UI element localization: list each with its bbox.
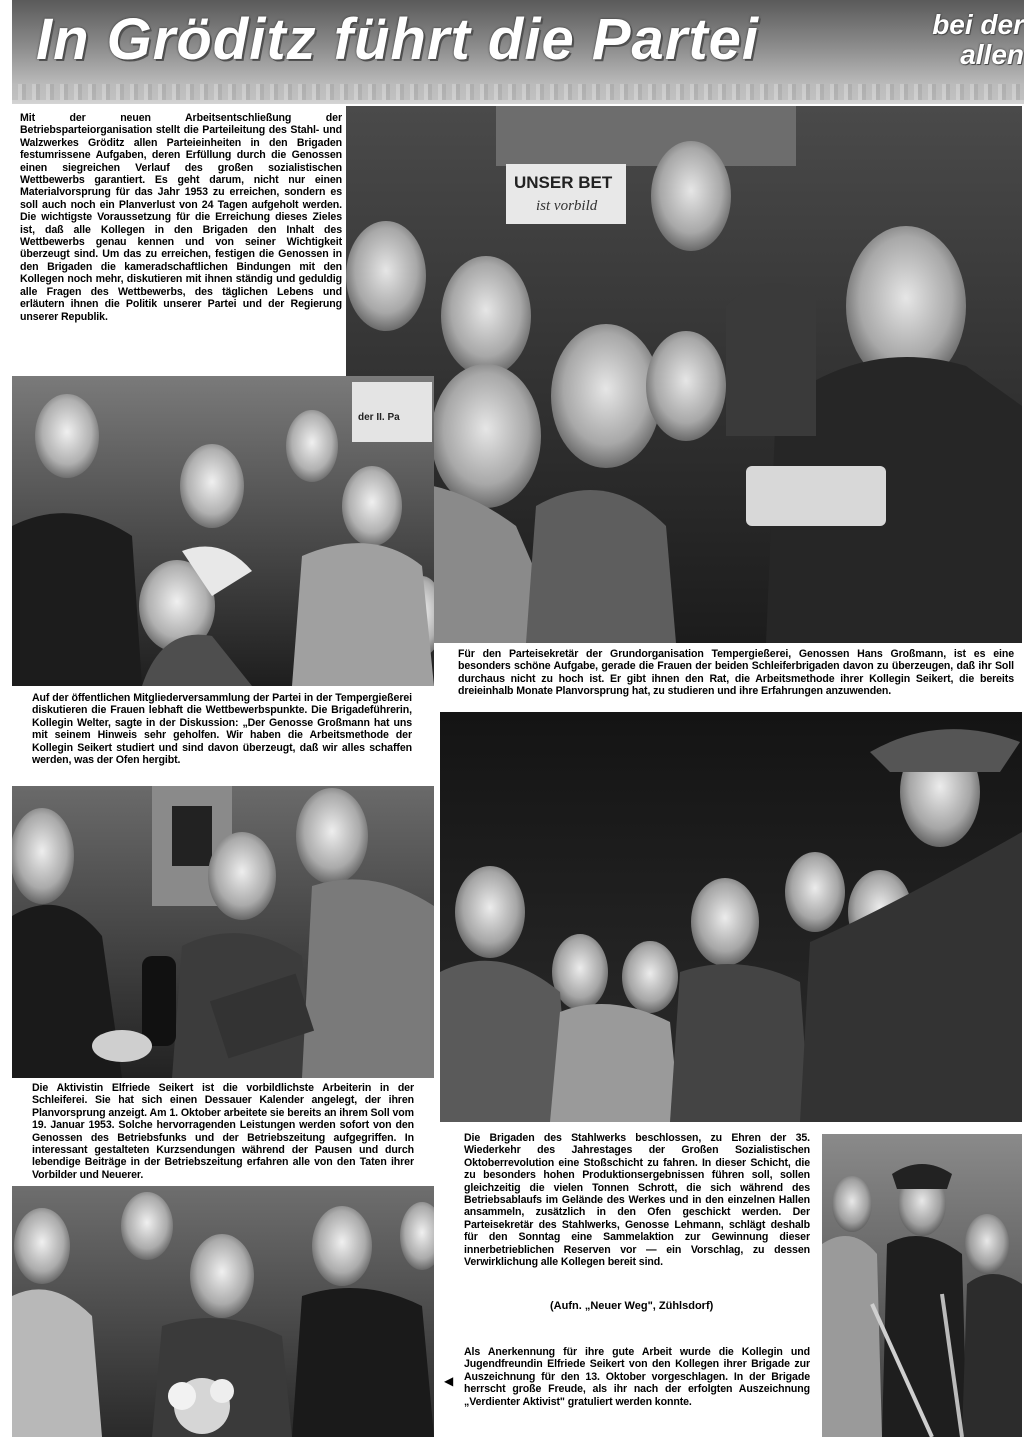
photo-steelworks-brigades — [440, 712, 1022, 1122]
header-texture-strip — [12, 84, 1024, 100]
pointer-left-icon: ◀ — [444, 1374, 454, 1388]
headline-continuation-line1: bei der — [932, 10, 1024, 40]
caption-award: Als Anerkennung für ihre gute Arbeit wurde die Kollegin und Jugendfreundin Elfriede Seikert von den Kollegen ihrer Brigade zur Auszeichnung für den 13. Oktober vorgeschlagen. In der Brigade herrscht große Freude, als ihr nach der erfolgten Auszeichnung „Verdienter Aktivist" gratuliert werden konnte. — [464, 1346, 810, 1408]
headline-continuation-line2: allen — [960, 39, 1024, 70]
photo-sign-text-2: ist vorbild — [536, 198, 598, 214]
photo-award-congratulation — [12, 1186, 434, 1437]
photo-sign-text: UNSER BET — [514, 173, 613, 192]
photo-party-meeting — [12, 376, 434, 686]
caption-party-secretary: Für den Parteisekretär der Grundorganisation Tempergießerei, Genossen Hans Großmann, ist es eine besonders schöne Aufgabe, gerade die Frauen der beiden Schleiferbrigaden davon zu überzeugen, daß ihr Soll durchaus nicht zu hoch ist. Er gibt ihnen den Rat, die Arbeitsmethode ihrer Kollegin Seikert, die bereits dreieinhalb Monate Planvorsprung hat, zu studieren und ihre Erfahrungen anzuwenden. — [458, 648, 1014, 698]
headline-banner — [12, 0, 1024, 104]
photo-aktivistin-calendar — [12, 786, 434, 1078]
headline-continuation — [914, 10, 1024, 70]
caption-party-meeting: Auf der öffentlichen Mitgliederversammlung der Partei in der Tempergießerei diskutieren die Frauen lebhaft die Wettbewerbspunkte. Die Brigadeführerin, Kollegin Welter, sagte in der Diskussion: „Der Genosse Großmann hat uns mit seinem Hinweis sehr geholfen. Wir haben die Arbeitsmethode der Kollegin Seikert studiert und sind davon überzeugt, daß wir alles schaffen werden, was der Ofen hergibt. — [32, 692, 412, 767]
caption-steelworks-brigades: Die Brigaden des Stahlwerks beschlossen, zu Ehren der 35. Wiederkehr des Jahrestages der Großen Sozialistischen Oktoberrevolution eine Stoßschicht zu fahren. In dieser Schicht, die zu besonders hohen Produktionsergebnissen führen soll, sollen gleichzeitig die vielen Tonnen Schrott, die sich während des Betriebsablaufs im Gelände des Werkes und in den einzelnen Hallen ansammeln, zusätzlich in den Ofen geschickt werden. Der Parteisekretär des Stahlwerks, Genosse Lehmann, schlägt deshalb für den Sonntag eine Sammelaktion zur Gewinnung dieser innerbetrieblichen Reserven vor — ein Vorschlag, zu dessen Verwirklichung alle Kollegen bereit sind. — [464, 1132, 810, 1269]
caption-aktivistin: Die Aktivistin Elfriede Seikert ist die vorbildlichste Arbeiterin in der Schleiferei. Sie hat sich einen Dessauer Kalender angelegt, der ihren Planvorsprung anzeigt. Am 1. Oktober arbeitete sie bereits an ihrem Soll vom 19. Januar 1953. Solche hervorragenden Leistungen werden sofort von den Genossen des Betriebsfunks und der Betriebszeitung aufgegriffen. In interessant gestalteten Kurzsendungen während der Pausen und durch lebendige Beiträge in der Betriebszeitung erfahren alle von den Taten ihrer Vorbilder und Neuerer. — [32, 1082, 414, 1181]
photo-scrap-collection — [822, 1134, 1022, 1437]
intro-article-text: Mit der neuen Arbeitsentschließung der Betriebsparteiorganisation stellt die Parteileitung des Stahl- und Walzwerkes Gröditz allen Parteieinheiten in den Brigaden festumrissene Aufgaben, deren Erfüllung durch die Genossen einen siegreichen Verlauf des großen sozialistischen Wettbewerbs garantiert. Es geht darum, nicht nur einen Materialvorsprung für das Jahr 1953 zu erreichen, sondern es soll auch noch ein Planverlust von 24 Tagen aufgeholt werden. Die wichtigste Voraussetzung für die Erreichung dieses Zieles ist, daß alle Kollegen in den Brigaden den Inhalt des Wettbewerbs genau kennen und von seiner Wichtigkeit überzeugt sind. Um das zu erreichen, festigen die Genossen in den Brigaden die kameradschaftlichen Bindungen mit den Kollegen noch mehr, diskutieren mit ihnen ständig und geduldig alle Fragen des Wettbewerbs, des täglichen Lebens und erläutern ihnen die Politik unserer Partei und der Regierung unserer Republik. — [20, 112, 342, 323]
photo-credit: (Aufn. „Neuer Weg", Zühlsdorf) — [550, 1300, 714, 1312]
headline-title: In Gröditz führt die Partei — [36, 7, 760, 72]
photo-women-with-secretary — [346, 106, 1022, 643]
photo-sign-meeting: der II. Pa — [358, 412, 400, 423]
